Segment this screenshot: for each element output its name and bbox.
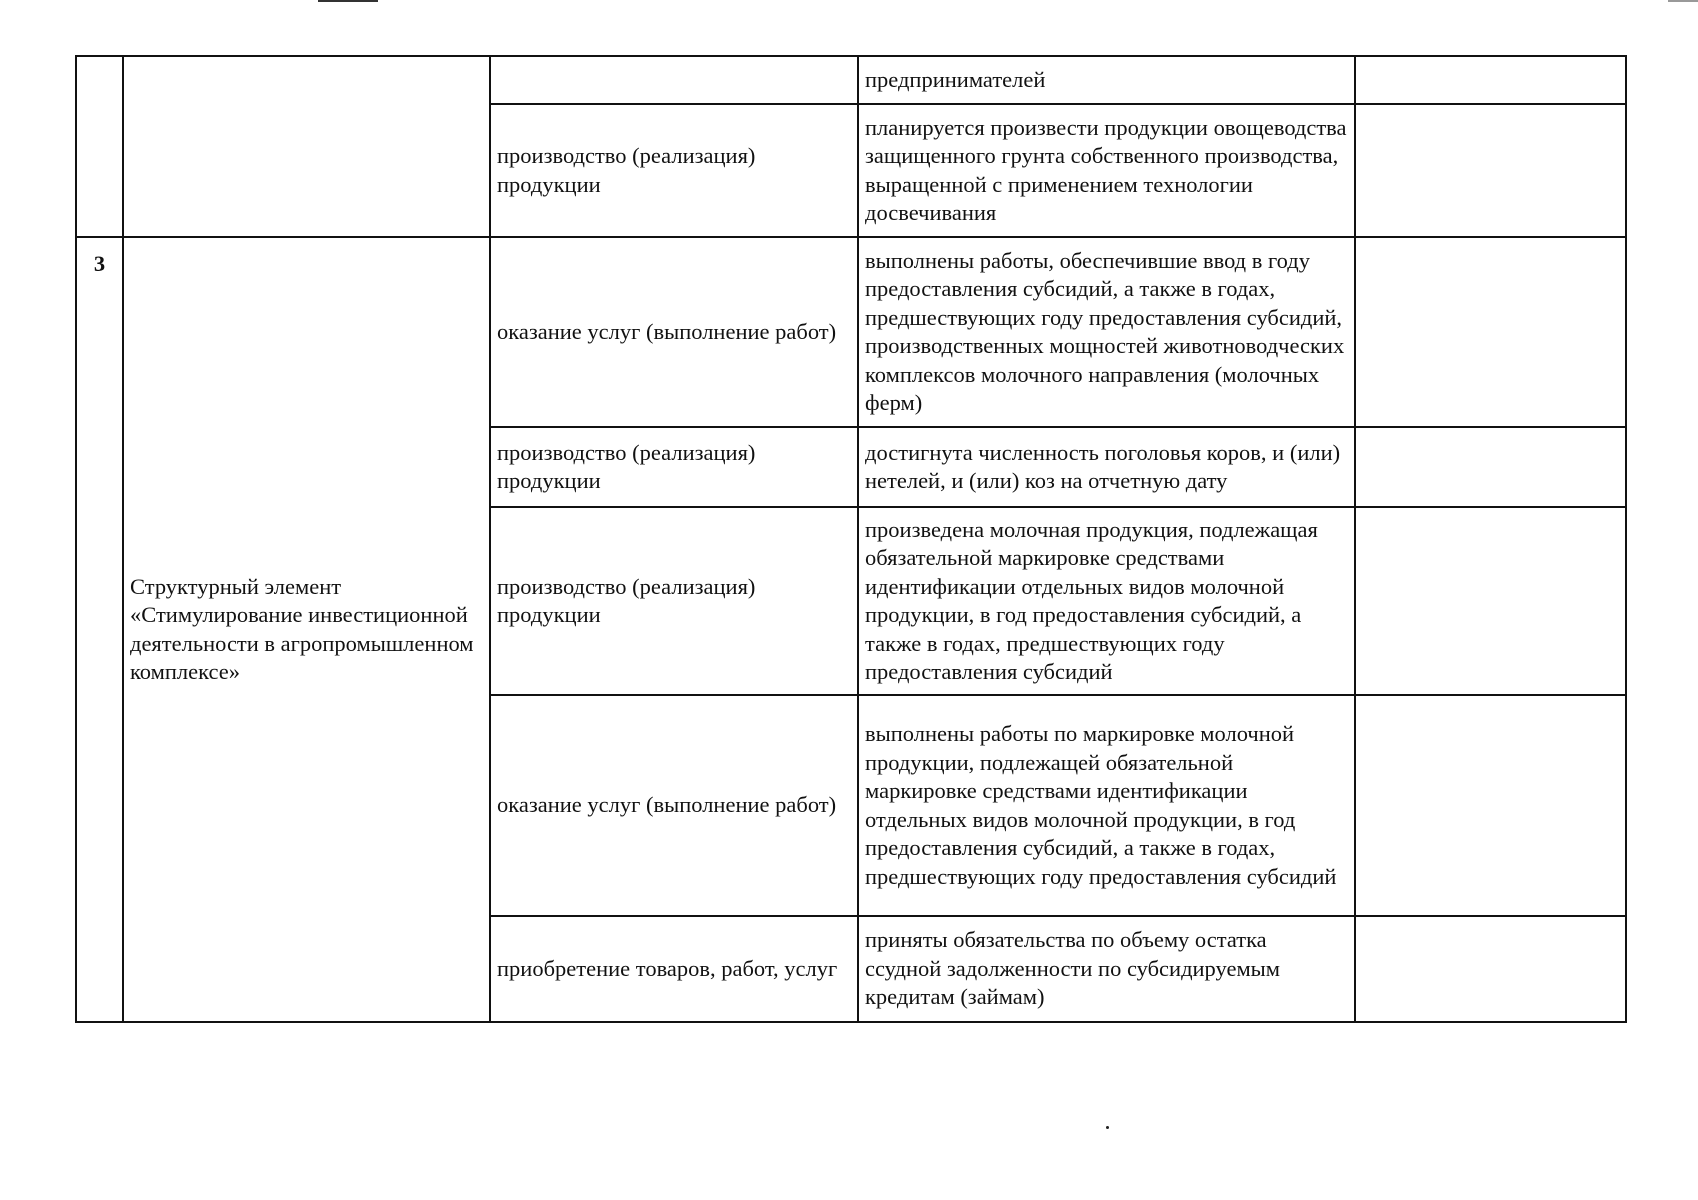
subsidy-results-table	[75, 55, 1627, 1023]
scan-mark-right	[1668, 0, 1698, 2]
direction-cell: оказание услуг (выполнение работ)	[490, 237, 858, 427]
structural-element-cell	[123, 56, 490, 237]
row-number-cell: 3	[76, 237, 123, 1022]
extra-cell	[1355, 695, 1626, 916]
scan-speck	[1106, 1126, 1109, 1129]
direction-cell: приобретение товаров, работ, услуг	[490, 916, 858, 1022]
extra-cell	[1355, 56, 1626, 104]
result-cell: приняты обязательства по объему остатка ссудной задолженности по субсидируемым кредитам (займам)	[858, 916, 1355, 1022]
direction-cell: оказание услуг (выполнение работ)	[490, 695, 858, 916]
direction-cell: производство (реализация) продукции	[490, 507, 858, 695]
extra-cell	[1355, 237, 1626, 427]
result-cell: достигнута численность поголовья коров, и (или) нетелей, и (или) коз на отчетную дату	[858, 427, 1355, 507]
table-row	[76, 237, 1626, 427]
result-cell: планируется произвести продукции овощеводства защищенного грунта собственного производства, выращенной с применением технологии досвечивания	[858, 104, 1355, 237]
extra-cell	[1355, 427, 1626, 507]
row-number-cell	[76, 56, 123, 237]
table-row	[76, 56, 1626, 104]
result-cell: выполнены работы по маркировке молочной продукции, подлежащей обязательной маркировке средствами идентификации отдельных видов молочной продукции, в год предоставления субсидий, а также в годах, предшествующих году предоставления субсидий	[858, 695, 1355, 916]
extra-cell	[1355, 916, 1626, 1022]
direction-cell: производство (реализация) продукции	[490, 427, 858, 507]
result-cell: предпринимателей	[858, 56, 1355, 104]
direction-cell: производство (реализация) продукции	[490, 104, 858, 237]
extra-cell	[1355, 507, 1626, 695]
extra-cell	[1355, 104, 1626, 237]
result-cell: выполнены работы, обеспечившие ввод в году предоставления субсидий, а также в годах, предшествующих году предоставления субсидий, производственных мощностей животноводческих комплексов молочного направления (молочных ферм)	[858, 237, 1355, 427]
direction-cell	[490, 56, 858, 104]
scan-mark-top	[318, 0, 378, 2]
result-cell: произведена молочная продукция, подлежащая обязательной маркировке средствами идентификации отдельных видов молочной продукции, в год предоставления субсидий, а также в годах, предшествующих году предоставления субсидий	[858, 507, 1355, 695]
structural-element-cell: Структурный элемент «Стимулирование инвестиционной деятельности в агропромышленном комплексе»	[123, 237, 490, 1022]
